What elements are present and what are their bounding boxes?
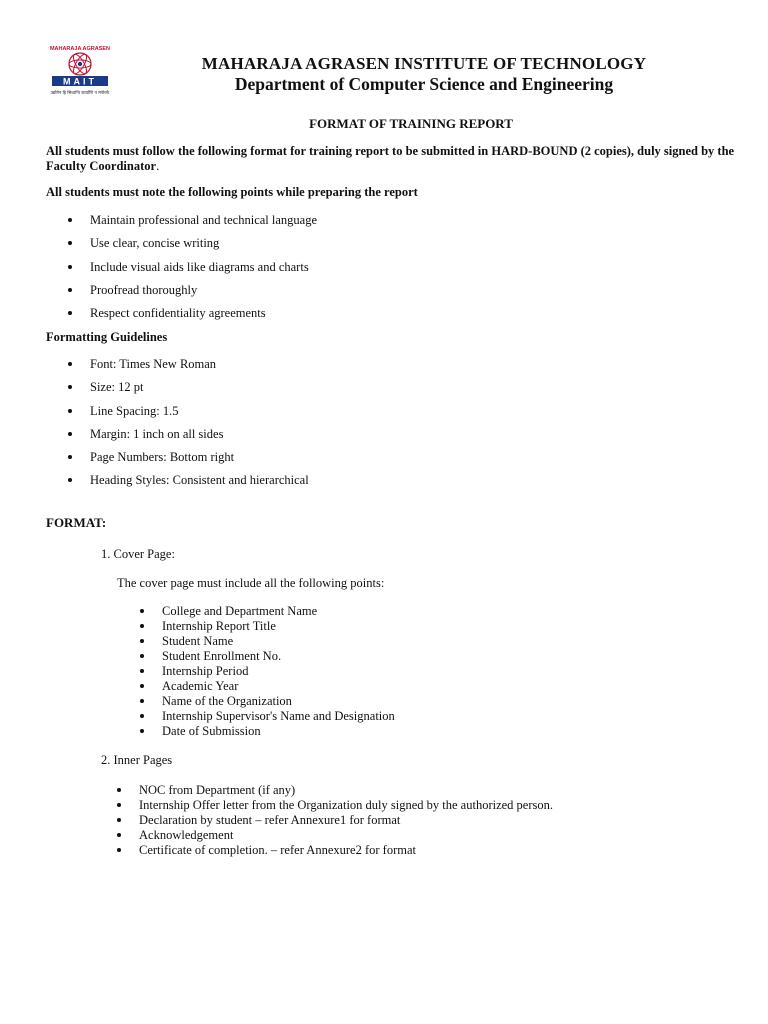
preparation-points-list <box>66 212 317 328</box>
cover-page-note: The cover page must include all the following points: <box>117 576 385 590</box>
list-item: Student Enrollment No. <box>138 649 395 664</box>
formatting-heading: Formatting Guidelines <box>46 330 168 344</box>
list-item: Internship Supervisor's Name and Designation <box>138 709 395 724</box>
list-item: Declaration by student – refer Annexure1 for format <box>115 813 553 828</box>
document-title: FORMAT OF TRAINING REPORT <box>309 116 513 131</box>
cover-page-list <box>138 604 395 739</box>
list-item: Margin: 1 inch on all sides <box>66 426 309 449</box>
list-item: NOC from Department (if any) <box>115 783 553 798</box>
format-heading: FORMAT: <box>46 515 107 530</box>
list-item: Academic Year <box>138 679 395 694</box>
logo-top-text: MAHARAJA AGRASEN <box>49 46 111 52</box>
intro-period: . <box>156 159 160 173</box>
list-item: Include visual aids like diagrams and charts <box>66 259 317 282</box>
formatting-list <box>66 356 309 496</box>
list-item: Name of the Organization <box>138 694 395 709</box>
department-name: Department of Computer Science and Engineering <box>234 74 614 94</box>
list-item: Internship Period <box>138 664 395 679</box>
list-item: Date of Submission <box>138 724 395 739</box>
list-item: Student Name <box>138 634 395 649</box>
intro-bold-text: All students must follow the following format for training report to be submitted in HARD-BOUND (2 copies), duly signed by the Faculty Coordinator <box>46 144 735 173</box>
list-item: Size: 12 pt <box>66 379 309 402</box>
list-item: Heading Styles: Consistent and hierarchical <box>66 472 309 495</box>
institute-name: MAHARAJA AGRASEN INSTITUTE OF TECHNOLOGY <box>201 54 647 73</box>
list-item: Line Spacing: 1.5 <box>66 403 309 426</box>
list-item: Respect confidentiality agreements <box>66 305 317 328</box>
inner-pages-step: 2. Inner Pages <box>101 753 173 767</box>
list-item: Font: Times New Roman <box>66 356 309 379</box>
preparation-note: All students must note the following points while preparing the report <box>46 185 418 199</box>
list-item: Internship Report Title <box>138 619 395 634</box>
list-item: Proofread thoroughly <box>66 282 317 305</box>
list-item: College and Department Name <box>138 604 395 619</box>
logo-motto: उद्योगेन हि सिध्यन्ति कार्याणि न मनोरथैः <box>50 90 110 95</box>
list-item: Page Numbers: Bottom right <box>66 449 309 472</box>
list-item: Certificate of completion. – refer Annexure2 for format <box>115 843 553 858</box>
list-item: Acknowledgement <box>115 828 553 843</box>
list-item: Use clear, concise writing <box>66 235 317 258</box>
letterhead <box>44 42 724 104</box>
institute-logo <box>44 42 116 100</box>
list-item: Maintain professional and technical language <box>66 212 317 235</box>
inner-pages-list <box>115 783 553 858</box>
logo-abbrev: MAIT <box>63 76 97 87</box>
intro-paragraph <box>46 144 736 174</box>
list-item: Internship Offer letter from the Organization duly signed by the authorized person. <box>115 798 553 813</box>
cover-page-step: 1. Cover Page: <box>101 547 175 561</box>
